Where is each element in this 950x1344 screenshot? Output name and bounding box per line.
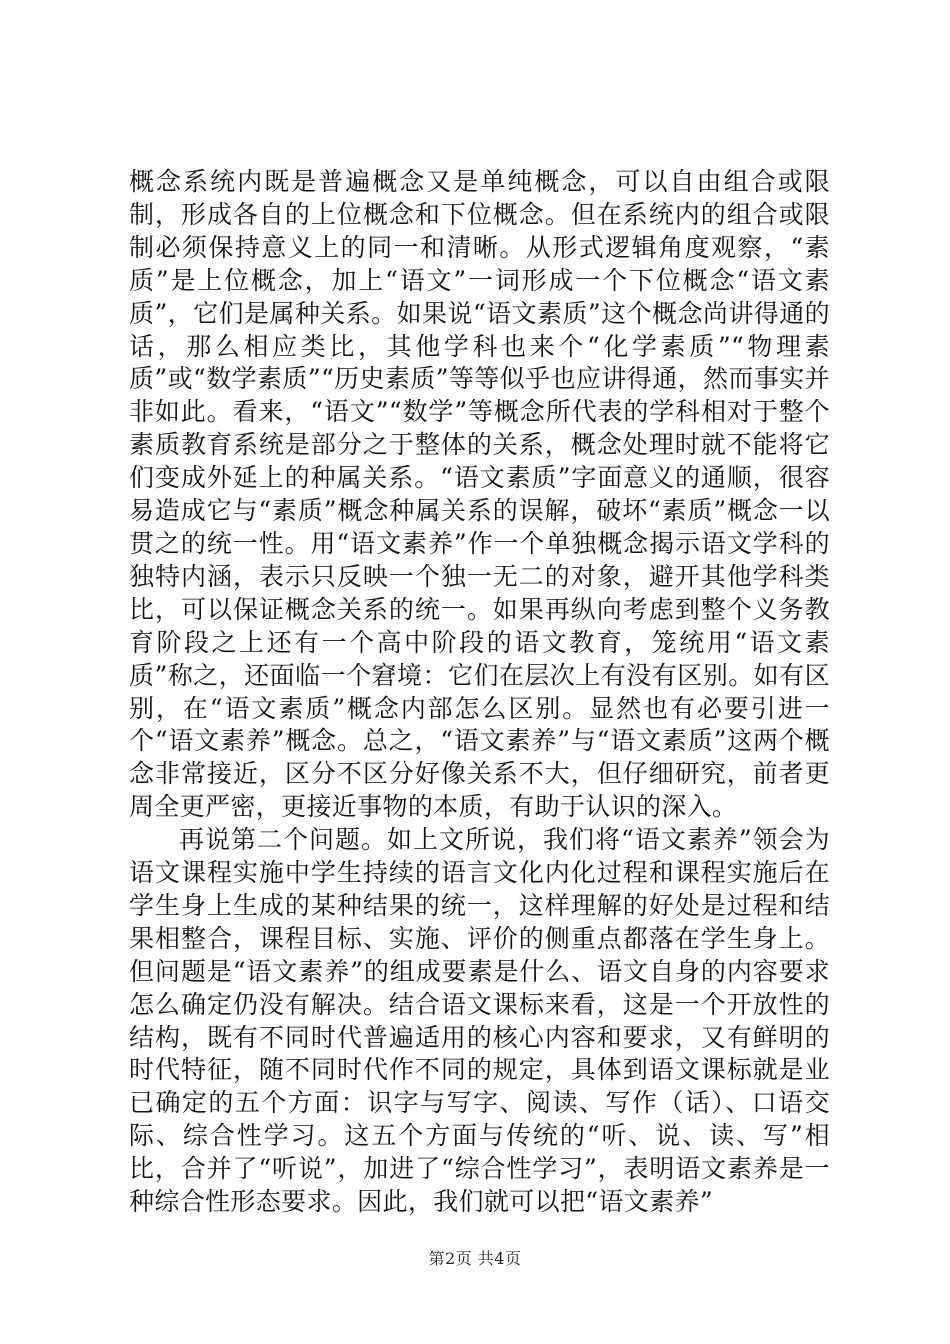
paragraph-2: 再说第二个问题。如上文所说，我们将“语文素养”领会为语文课程实施中学生持续的语言文化内化过程和课程实施后在学生身上生成的某种结果的统一，这样理解的好处是过程和结果相整合，课程目标、实施、评价的侧重点都落在学生身上。但问题是“语文素养”的组成要素是什么、语文自身的内容要求怎么确定仍没有解决。结合语文课标来看，这是一个开放性的结构，既有不同时代普遍适用的核心内容和要求，又有鲜明的时代特征，随不同时代作不同的规定，具体到语文课标就是业已确定的五个方面：识字与写字、阅读、写作（话）、口语交际、综合性学习。这五个方面与传统的“听、说、读、写”相比，合并了“听说”，加进了“综合性学习”，表明语文素养是一种综合性形态要求。因此，我们就可以把“语文素养” bbox=[129, 825, 830, 1217]
page-footer: 第2页 共4页 bbox=[428, 1249, 522, 1268]
body-text bbox=[129, 166, 830, 1219]
paragraph-1: 概念系统内既是普遍概念又是单纯概念，可以自由组合或限制，形成各自的上位概念和下位概念。但在系统内的组合或限制必须保持意义上的同一和清晰。从形式逻辑角度观察，“素质”是上位概念，加上“语文”一词形成一个下位概念“语文素质”，它们是属种关系。如果说“语文素质”这个概念尚讲得通的话，那么相应类比，其他学科也来个“化学素质”“物理素质”或“数学素质”“历史素质”等等似乎也应讲得通，然而事实并非如此。看来，“语文”“数学”等概念所代表的学科相对于整个素质教育系统是部分之于整体的关系，概念处理时就不能将它们变成外延上的种属关系。“语文素质”字面意义的通顺，很容易造成它与“素质”概念种属关系的误解，破坏“素质”概念一以贯之的统一性。用“语文素养”作一个单独概念揭示语文学科的独特内涵，表示只反映一个独一无二的对象，避开其他学科类比，可以保证概念关系的统一。如果再纵向考虑到整个义务教育阶段之上还有一个高中阶段的语文教育，笼统用“语文素质”称之，还面临一个窘境：它们在层次上有没有区别。如有区别，在“语文素质”概念内部怎么区别。显然也有必要引进一个“语文素养”概念。总之，“语文素养”与“语文素质”这两个概念非常接近，区分不区分好像关系不大，但仔细研究，前者更周全更严密，更接近事物的本质，有助于认识的深入。 bbox=[129, 167, 830, 822]
